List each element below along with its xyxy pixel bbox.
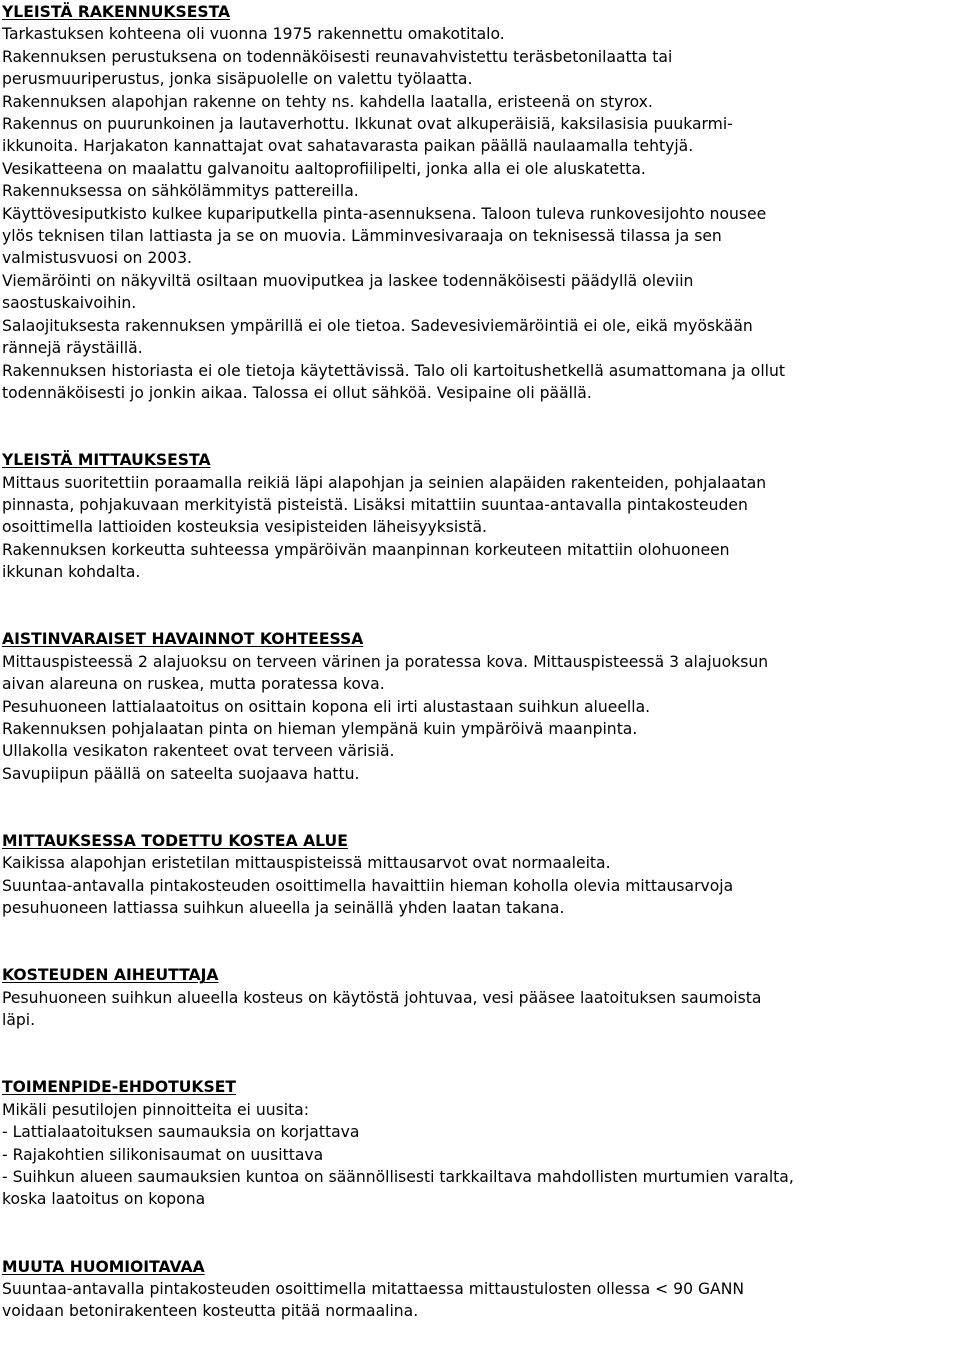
section-general-building [2, 1, 958, 404]
text-line: Mittaus suoritettiin poraamalla reikiä läpi alapohjan ja seinien alapäiden rakenteiden, pohjalaatan [2, 473, 767, 492]
text-line: ylös teknisen tilan lattiasta ja se on muovia. Lämminvesivaraaja on teknisessä tilassa ja sen [2, 227, 722, 246]
text-line: osoittimella lattioiden kosteuksia vesipisteiden läheisyyksistä. [2, 518, 487, 537]
section-moisture-cause [2, 964, 958, 1031]
section-heading: KOSTEUDEN AIHEUTTAJA [2, 966, 219, 985]
text-line: Rakennus on puurunkoinen ja lautaverhottu. Ikkunat ovat alkuperäisiä, kaksilasisia puukarmi- [2, 115, 733, 134]
list-item: - Lattialaatoituksen saumauksia on korjattava [2, 1123, 360, 1142]
text-line: saostuskaivoihin. [2, 294, 137, 313]
text-line: Savupiipun päällä on sateelta suojaava hattu. [2, 764, 360, 783]
text-line: Kaikissa alapohjan eristetilan mittauspisteissä mittausarvot ovat normaaleita. [2, 854, 611, 873]
text-line: voidaan betonirakenteen kosteutta pitää normaalina. [2, 1302, 419, 1321]
section-heading: YLEISTÄ MITTAUKSESTA [2, 451, 211, 470]
section-heading: MUUTA HUOMIOITAVAA [2, 1257, 205, 1276]
text-line: Mikäli pesutilojen pinnoitteita ei uusita: [2, 1100, 309, 1119]
text-line: Vesikatteena on maalattu galvanoitu aaltoprofiilipelti, jonka alla ei ole aluskatetta. [2, 159, 646, 178]
text-line: ikkunan kohdalta. [2, 563, 141, 582]
text-line: Pesuhuoneen lattialaatoitus on osittain kopona eli irti alustastaan suihkun alueella. [2, 697, 651, 716]
text-line: aivan alareuna on ruskea, mutta poratessa kova. [2, 675, 385, 694]
text-line: rännejä räystäillä. [2, 339, 143, 358]
text-line: valmistusvuosi on 2003. [2, 249, 192, 268]
text-line: koska laatoitus on kopona [2, 1190, 206, 1209]
text-line: pinnasta, pohjakuvaan merkityistä pisteistä. Lisäksi mitattiin suuntaa-antavalla pintakosteuden [2, 495, 748, 514]
section-heading: YLEISTÄ RAKENNUKSESTA [2, 3, 231, 21]
text-line: Suuntaa-antavalla pintakosteuden osoittimella havaittiin hieman koholla olevia mittausarvoja [2, 876, 734, 895]
text-line: Pesuhuoneen suihkun alueella kosteus on käytöstä johtuvaa, vesi pääsee laatoituksen saumoista [2, 988, 762, 1007]
section-spacer [2, 1032, 958, 1077]
list-item: - Suihkun alueen saumauksien kuntoa on säännöllisesti tarkkailtava mahdollisten murtumien varalta, [2, 1168, 794, 1187]
text-line: todennäköisesti jo jonkin aikaa. Talossa ei ollut sähköä. Vesipaine oli päällä. [2, 383, 592, 402]
section-heading: TOIMENPIDE-EHDOTUKSET [2, 1078, 237, 1097]
section-spacer [2, 1211, 958, 1256]
text-line: Rakennuksessa on sähkölämmitys pattereilla. [2, 182, 359, 201]
report-page [2, 1, 958, 1323]
text-line: läpi. [2, 1011, 36, 1030]
list-item: - Rajakohtien silikonisaumat on uusittava [2, 1145, 324, 1164]
text-line: Tarkastuksen kohteena oli vuonna 1975 rakennettu omakotitalo. [2, 25, 505, 44]
section-other-notes [2, 1256, 958, 1323]
section-heading: AISTINVARAISET HAVAINNOT KOHTEESSA [2, 630, 364, 649]
section-sensory-observations [2, 628, 958, 785]
text-line: perusmuuriperustus, jonka sisäpuolelle on valettu työlaatta. [2, 70, 473, 89]
section-action-proposals [2, 1076, 958, 1210]
text-line: Rakennuksen alapohjan rakenne on tehty ns. kahdella laatalla, eristeenä on styrox. [2, 92, 653, 111]
text-line: pesuhuoneen lattiassa suihkun alueella ja seinällä yhden laatan takana. [2, 899, 565, 918]
text-line: Käyttövesiputkisto kulkee kupariputkella pinta-asennuksena. Taloon tuleva runkovesijohto nousee [2, 204, 767, 223]
text-line: Salaojituksesta rakennuksen ympärillä ei ole tietoa. Sadevesiviemäröintiä ei ole, eikä myöskään [2, 316, 753, 335]
section-spacer [2, 584, 958, 629]
text-line: Mittauspisteessä 2 alajuoksu on terveen värinen ja poratessa kova. Mittauspisteessä 3 alajuoksun [2, 652, 769, 671]
text-line: Rakennuksen historiasta ei ole tietoja käytettävissä. Talo oli kartoitushetkellä asumattomana ja ollut [2, 361, 785, 380]
text-line: Ullakolla vesikaton rakenteet ovat terveen värisiä. [2, 742, 395, 761]
section-spacer [2, 785, 958, 830]
section-heading: MITTAUKSESSA TODETTU KOSTEA ALUE [2, 831, 348, 850]
section-spacer [2, 920, 958, 965]
text-line: Rakennuksen korkeutta suhteessa ympäröivän maanpinnan korkeuteen mitattiin olohuoneen [2, 540, 730, 559]
section-moist-area [2, 830, 958, 920]
text-line: Viemäröinti on näkyviltä osiltaan muoviputkea ja laskee todennäköisesti päädyllä oleviin [2, 271, 694, 290]
section-general-measurement [2, 449, 958, 583]
text-line: ikkunoita. Harjakaton kannattajat ovat sahatavarasta paikan päällä naulaamalla tehtyjä. [2, 137, 694, 156]
section-spacer [2, 404, 958, 449]
text-line: Rakennuksen perustuksena on todennäköisesti reunavahvistettu teräsbetonilaatta tai [2, 47, 673, 66]
text-line: Suuntaa-antavalla pintakosteuden osoittimella mitattaessa mittaustulosten ollessa < 90 GANN [2, 1280, 745, 1299]
text-line: Rakennuksen pohjalaatan pinta on hieman ylempänä kuin ympäröivä maanpinta. [2, 719, 638, 738]
